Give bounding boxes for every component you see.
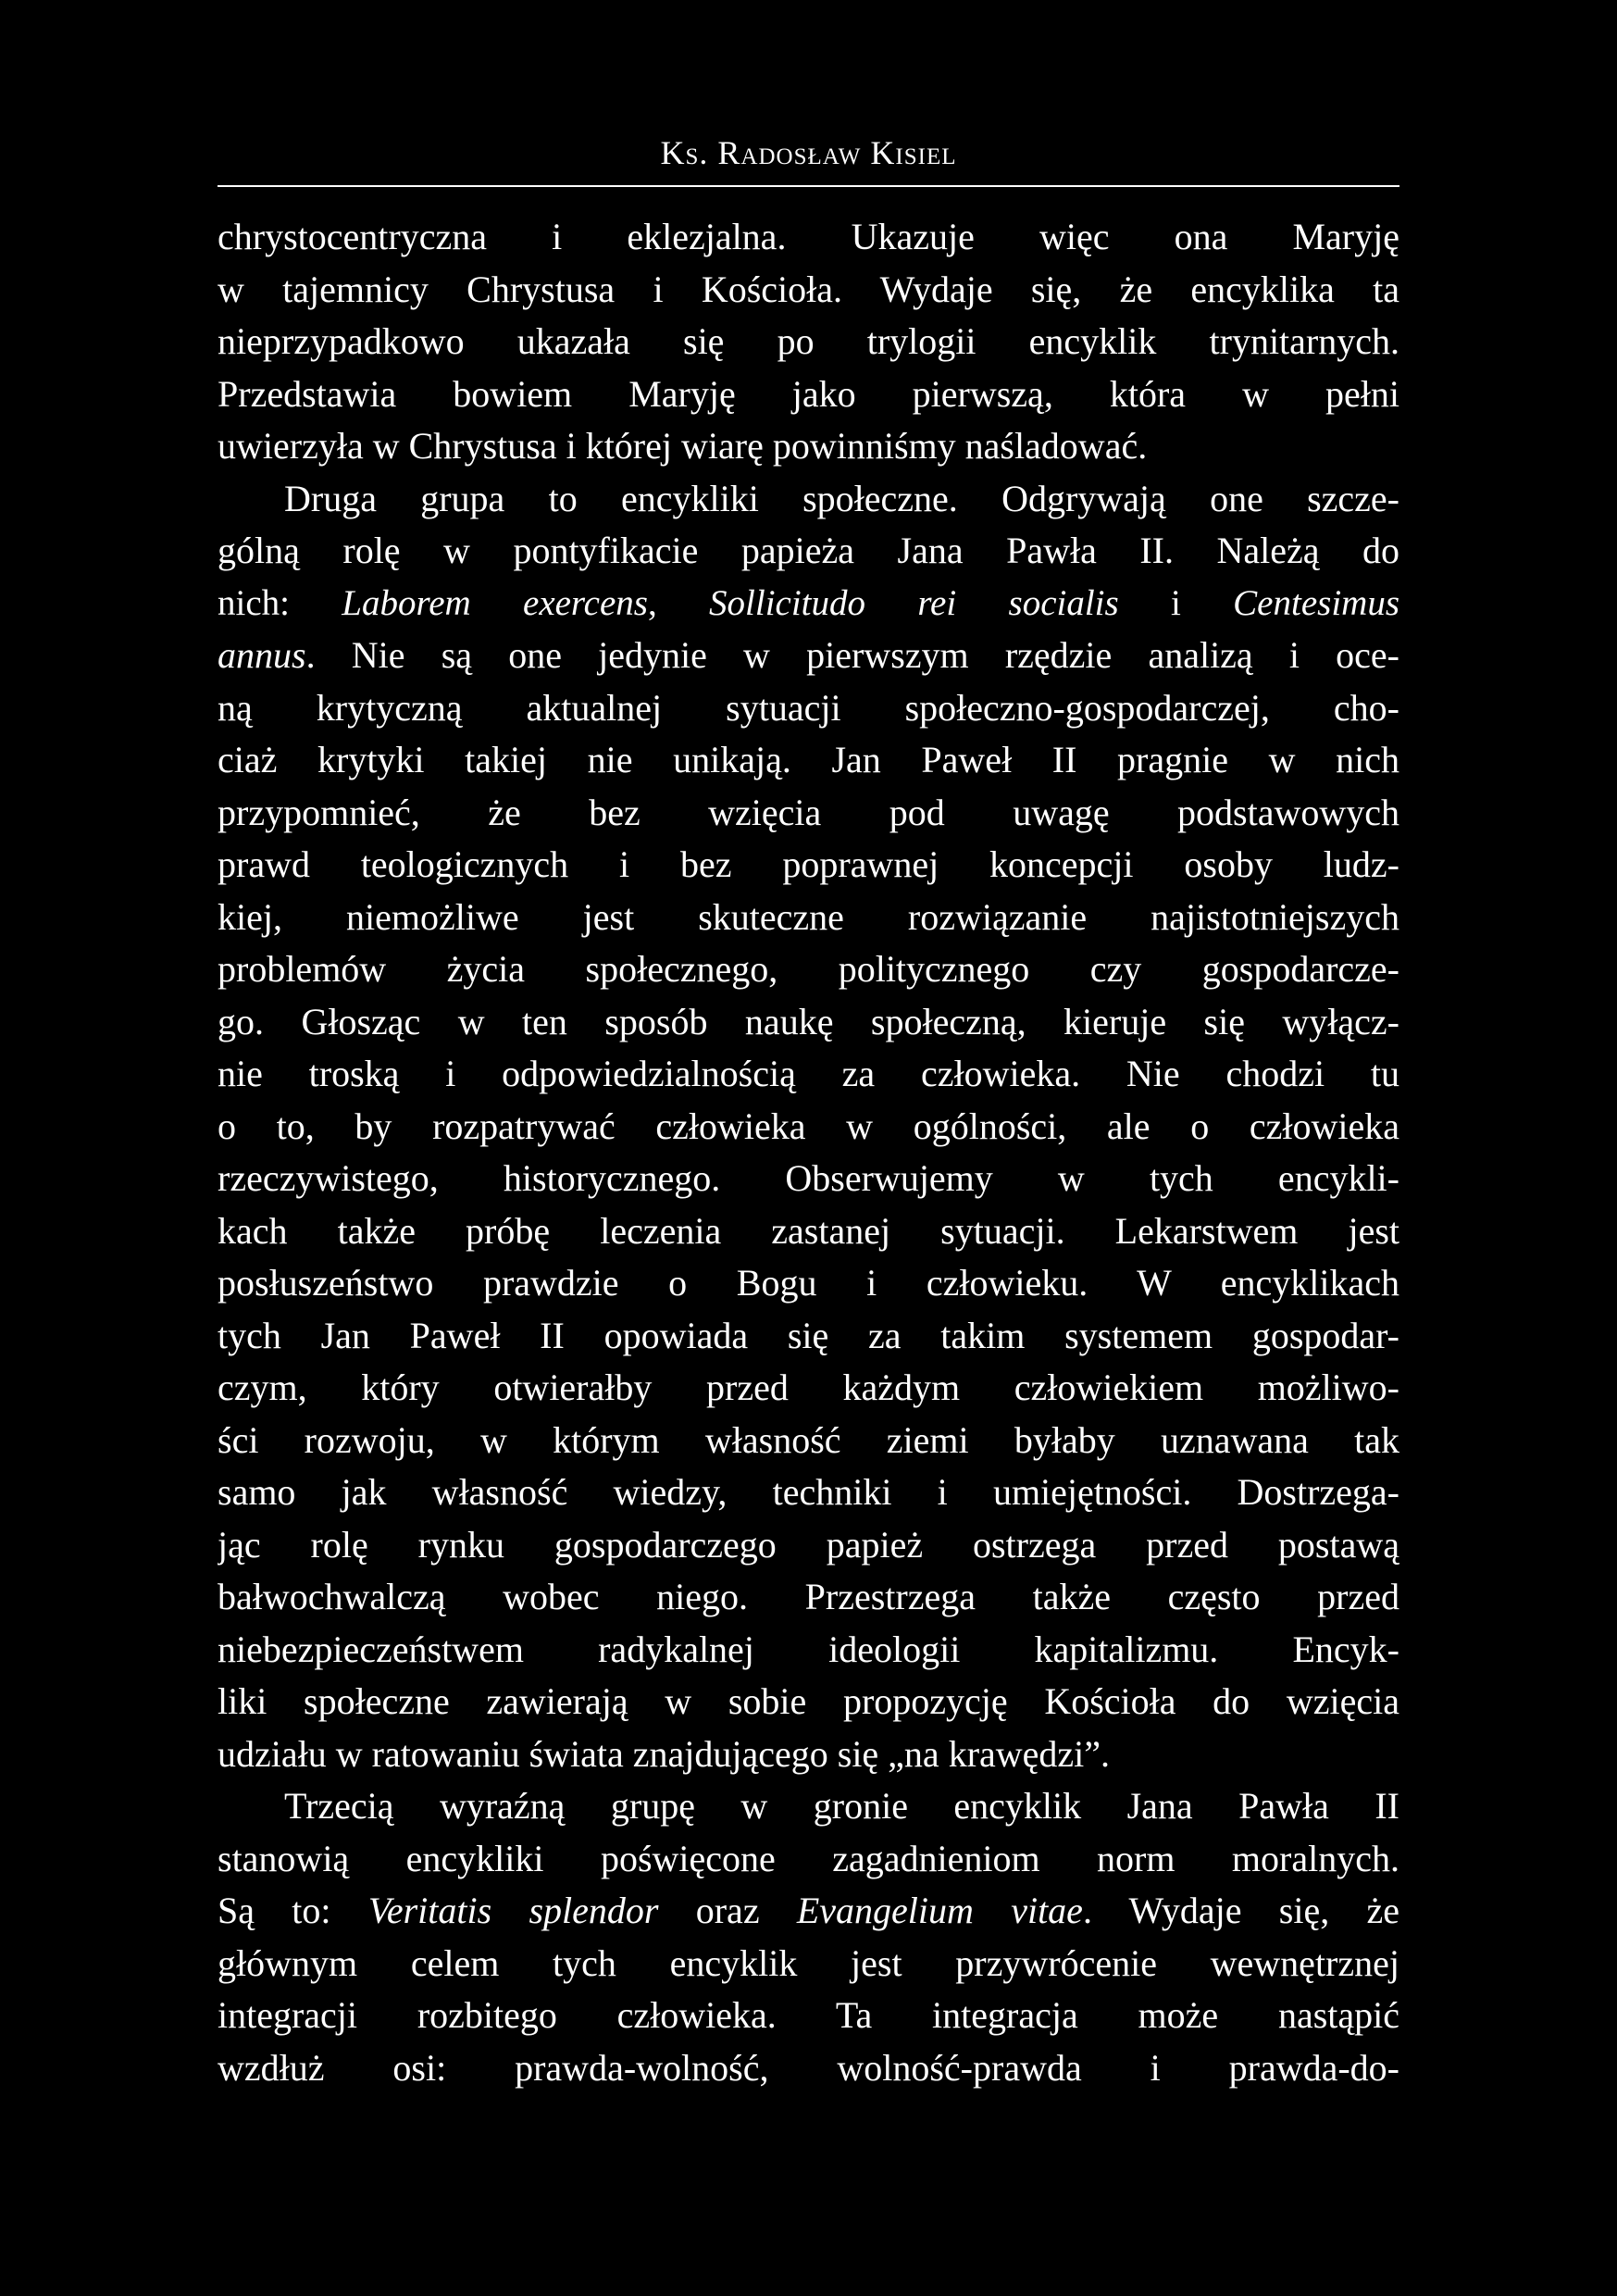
text-line (218, 1833, 1399, 1886)
text-line (218, 787, 1399, 840)
text-line (218, 1257, 1399, 1310)
text-run: . Nie są one jedynie w pierwszym rzędzie analizą i oce- (305, 634, 1399, 676)
text-run: problemów życia społecznego, politycznego czy gospodarcze- (218, 948, 1399, 990)
text-run: nich: (218, 582, 342, 623)
text-line (218, 420, 1399, 473)
text-run: głównym celem tych encyklik jest przywrócenie wewnętrznej (218, 1941, 1399, 1984)
text-run: tych Jan Paweł II opowiada się za takim systemem gospodar- (218, 1314, 1399, 1356)
text-run: Przedstawia bowiem Maryję jako pierwszą, która w pełni (218, 372, 1399, 415)
text-run: nieprzypadkowo ukazała się po trylogii encyklik trynitarnych. (218, 320, 1399, 362)
text-run: kach także próbę leczenia zastanej sytuacji. Lekarstwem jest (218, 1209, 1399, 1252)
text-line (218, 1519, 1399, 1572)
text-line (218, 839, 1399, 892)
text-run: stanowią encykliki poświęcone zagadnieniom norm moralnych. (218, 1837, 1399, 1879)
text-run: Trzecią wyraźną grupę w gronie encyklik Jana Pawła II (284, 1785, 1399, 1827)
text-line (218, 316, 1399, 368)
text-run: integracji rozbitego człowieka. Ta integracja może nastąpić (218, 1994, 1399, 2036)
text-line (218, 1885, 1399, 1938)
text-run: przypomnieć, że bez wzięcia pod uwagę podstawowych (218, 791, 1399, 833)
text-run: samo jak własność wiedzy, techniki i umiejętności. Dostrzega- (218, 1471, 1399, 1513)
italic-title: Veritatis splendor (367, 1890, 659, 1931)
text-run: posłuszeństwo prawdzie o Bogu i człowieku. W encyklikach (218, 1262, 1399, 1304)
italic-title: Sollicitudo rei socialis (709, 582, 1119, 623)
text-line (218, 996, 1399, 1049)
text-run: , (647, 582, 710, 623)
text-run: chrystocentryczna i eklezjalna. Ukazuje więc ona Maryję (218, 216, 1399, 257)
text-run: liki społeczne zawierają w sobie propozycję Kościoła do wzięcia (218, 1680, 1399, 1722)
text-line (218, 630, 1399, 682)
text-line (218, 1571, 1399, 1624)
text-line (218, 1466, 1399, 1519)
text-line (218, 943, 1399, 996)
text-run: wzdłuż osi: prawda-wolność, wolność-prawda i prawda-do- (218, 2046, 1399, 2089)
text-line (218, 1676, 1399, 1728)
text-line (218, 892, 1399, 944)
text-run: kiej, niemożliwe jest skuteczne rozwiązanie najistotniejszych (218, 895, 1399, 938)
text-line (218, 1310, 1399, 1363)
text-line (218, 211, 1399, 264)
text-run: w tajemnicy Chrystusa i Kościoła. Wydaje się, że encyklika ta (218, 268, 1399, 310)
text-run: udziału w ratowaniu świata znajdującego się „na krawędzi”. (218, 1732, 1111, 1775)
text-line (218, 1153, 1399, 1205)
text-line (218, 1101, 1399, 1154)
text-run: bałwochwalczą wobec niego. Przestrzega także często przed (218, 1576, 1399, 1617)
italic-title: Centesimus (1233, 582, 1399, 623)
text-run: ści rozwoju, w którym własność ziemi byłaby uznawana tak (218, 1418, 1399, 1461)
text-run: ciaż krytyki takiej nie unikają. Jan Paweł II pragnie w nich (218, 739, 1399, 780)
text-line (218, 682, 1399, 735)
text-line (218, 2042, 1399, 2095)
text-line (218, 734, 1399, 787)
text-line (218, 1048, 1399, 1101)
text-run: o to, by rozpatrywać człowieka w ogólności, ale o człowieka (218, 1104, 1399, 1147)
text-run: niebezpieczeństwem radykalnej ideologii kapitalizmu. Encyk- (218, 1628, 1399, 1670)
text-run: prawd teologicznych i bez poprawnej koncepcji osoby ludz- (218, 843, 1399, 885)
text-run: . Wydaje się, że (1082, 1890, 1399, 1931)
text-run: jąc rolę rynku gospodarczego papież ostrzega przed postawą (218, 1523, 1399, 1566)
text-run: i (1118, 582, 1234, 623)
text-run: Druga grupa to encykliki społeczne. Odgrywają one szcze- (284, 477, 1399, 519)
text-line (218, 368, 1399, 421)
text-run: oraz (658, 1890, 797, 1931)
italic-title: Evangelium vitae (796, 1890, 1083, 1931)
italic-title: Laborem exercens (342, 582, 648, 623)
text-run: nie troską i odpowiedzialnością za człowieka. Nie chodzi tu (218, 1053, 1399, 1094)
text-line (218, 1990, 1399, 2042)
text-line (218, 1415, 1399, 1467)
text-line (218, 525, 1399, 578)
text-line (218, 1362, 1399, 1415)
text-run: Są to: (218, 1890, 368, 1931)
text-line (218, 264, 1399, 317)
text-line (218, 1780, 1399, 1833)
text-line (218, 578, 1399, 630)
text-run: gólną rolę w pontyfikacie papieża Jana Pawła II. Należą do (218, 530, 1399, 571)
text-run: go. Głosząc w ten sposób naukę społeczną, kieruje się wyłącz- (218, 1000, 1399, 1042)
running-head: Ks. Radosław Kisiel (660, 134, 957, 171)
text-line (218, 1624, 1399, 1677)
text-line (218, 1205, 1399, 1258)
text-run: czym, który otwierałby przed każdym człowiekiem możliwo- (218, 1366, 1399, 1408)
text-run: uwierzyła w Chrystusa i której wiarę powinniśmy naśladować. (218, 425, 1148, 467)
body-text (218, 211, 1399, 2094)
text-run: rzeczywistego, historycznego. Obserwujemy w tych encykli- (218, 1157, 1399, 1199)
text-line (218, 473, 1399, 526)
text-line (218, 1728, 1399, 1781)
header-rule (218, 185, 1399, 187)
text-line (218, 1938, 1399, 1990)
text-run: ną krytyczną aktualnej sytuacji społeczno-gospodarczej, cho- (218, 686, 1399, 729)
italic-title: annus (218, 634, 306, 676)
